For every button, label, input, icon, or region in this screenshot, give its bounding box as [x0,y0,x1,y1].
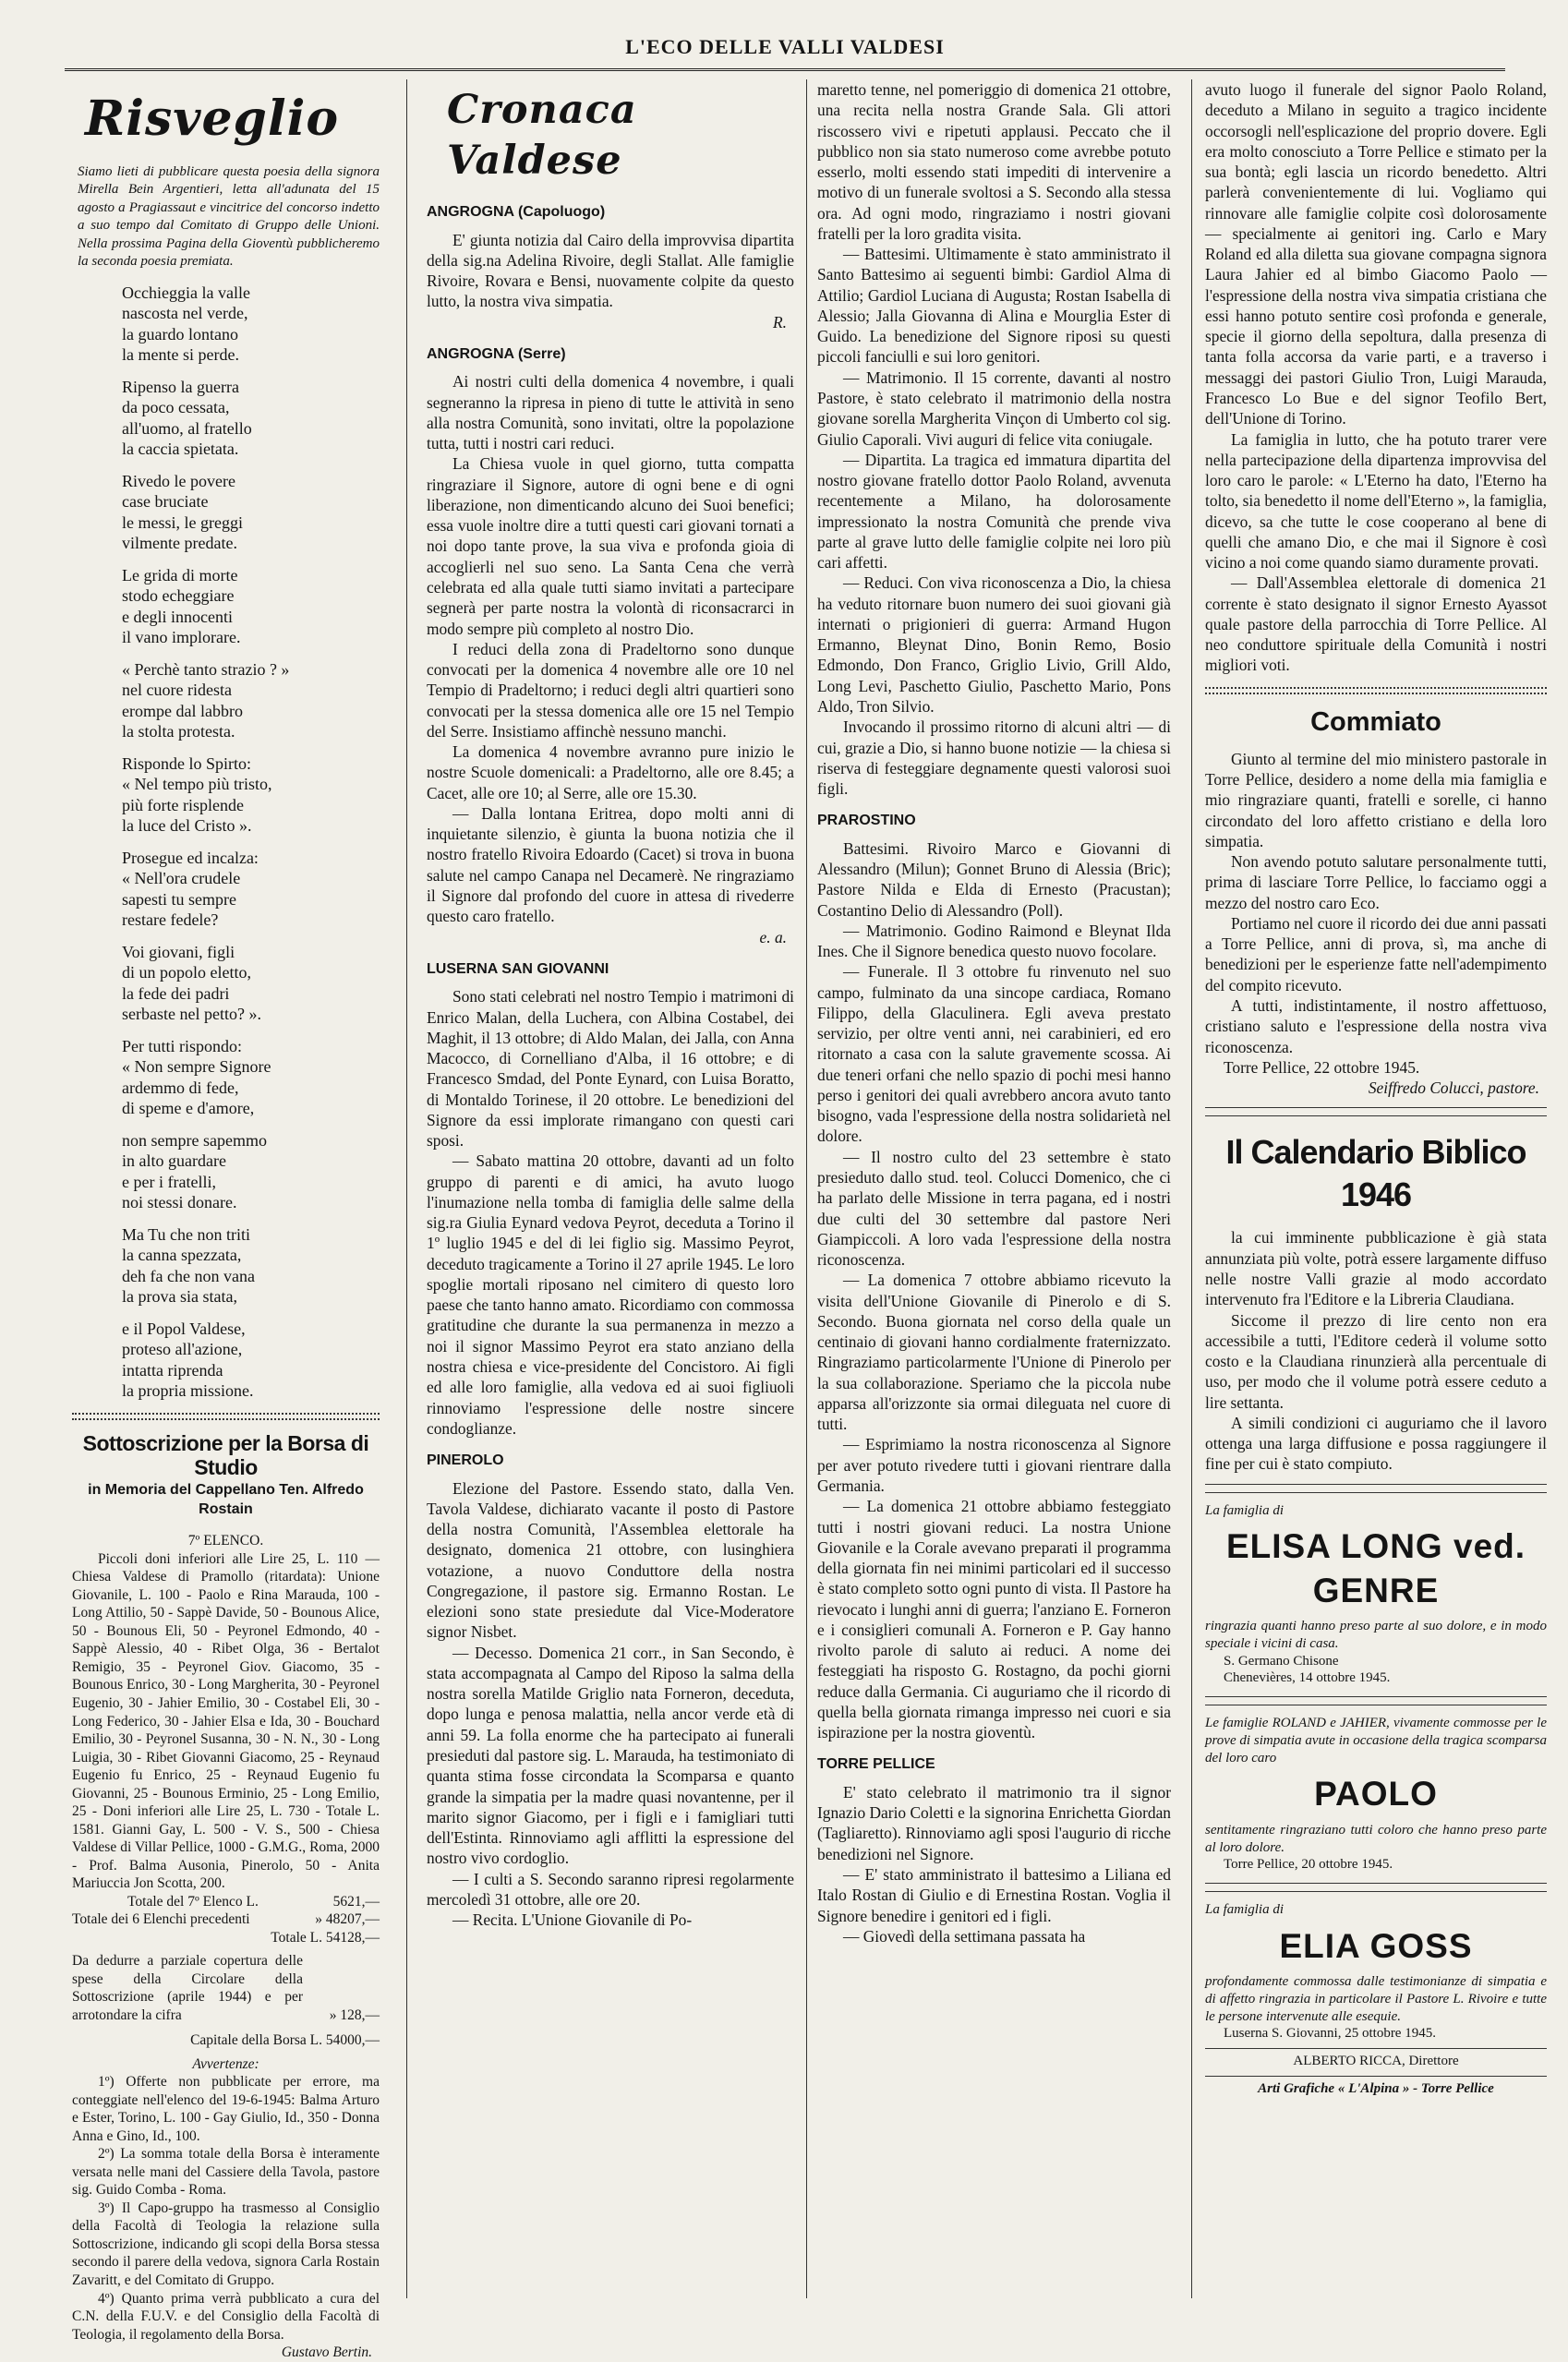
notice-pre: La famiglia di [1205,1902,1285,1917]
column-rule [806,79,807,2298]
article-signature: e. a. [759,927,787,946]
commiato-text: Giunto al termine del mio ministero pastorale in Torre Pellice, desidero a nome della mia famiglia e mio ringraziare quanti, fratelli e sorelle, ci hanno circondato del loro affetto cristiano e della loro simpatia. [1205,749,1547,850]
poem-line: da poco cessata, [122,398,230,417]
masthead: L'ECO DELLE VALLI VALDESI [65,35,1505,71]
poem-line: Risponde lo Spirto: [122,753,252,773]
column-4 [1205,79,1547,2302]
total-row [72,1929,380,1947]
article-text: La Chiesa vuole in quel giorno, tutta compatta ringraziare il Signore, autore di ogni bene e di ogni liberazione, non dimenticando alcuno dei Suoi benefici; essa vuole inoltre dire a tutti questi cari giovani tornati a noi dopo tante prove, la sua viva e profonda gioia di accoglierli nel suo seno. La Santa Cena che verrà celebrata ed alla quale tutti siamo invitati a partecipare segnerà per parte nostra la volontà di riconsacrarci in modo sempre più completo al nostro Dio. [427,454,794,638]
article-text: — Dalla lontana Eritrea, dopo molti anni di inquietante silenzio, è giunta la buona notizia che il nostro fratello Rivoira Edoardo (Cacet) si trova in buona salute nel campo Canapa nel Decamerè. Ne ringraziamo il Signore dal profondo del cuore in attesa di rivederre questo caro fratello. [427,803,794,926]
notice-text: profondamente commossa dalle testimonianze di simpatia e di affetto ringrazia in particolare il Pastore L. Rivoire e tutte le persone intervenute alle esequie. [1205,1974,1547,2024]
article-text: — Il nostro culto del 23 settembre è stato presieduto dallo stud. teol. Colucci Domenico, che ci ha parlato delle Missione in terra pagana, ed i nostri due culti del 30 settembre dal pastore Neri Giampiccoli. A loro vada l'espressione della nostra riconoscenza. [817,1147,1171,1270]
donor-list: Piccoli doni inferiori alle Lire 25, L. 110 — Chiesa Valdese di Pramollo (ritardata): Unione Giovanile, L. 100 - Paolo e Rina Marauda, 100 - Long Attilio, 50 - Sappè Davide, 50 - Bounous Alice, 50 - Bounous Eli, 50 - Peyronel Edmondo, 40 - Sappè Alessio, 40 - Ribet Olga, 36 - Bertalot Remigio, 35 - Peyronel Giov. Giacomo, 35 - Bounous Enrico, 30 - Long Margherita, 30 - Peyronel Eugenio, 30 - Jahier Emilio, 30 - Costabel Eli, 30 - Long Federico, 30 - Jahier Elsa e Ida, 30 - Bouchard Emilio, 30 - Peyronel Susanna, 30 - N. N., 30 - Long Luigia, 30 - Ribet Giovanni Giacomo, 25 - Reynaud Eugenio fu Enrico, 25 - Reynaud Eugenio fu Giovanni, 25 - Bounous Erminio, 25 - Long Emilio, 25 - Doni inferiori alle Lire 25, L. 730 - Totale L. 1581. Gianni Gay, L. 500 - V. S., 500 - Chiesa Valdese di Villar Pellice, 1000 - G.M.G., Roma, 2000 - Prof. Balma Ausonia, Pinerolo, 50 - Anita Mariuccia Jon Scotta, 200. [72,1550,380,1892]
separator [1205,1883,1547,1892]
avvertenza-2: 2º) La somma totale della Borsa è interamente versata nelle mani del Cassiere della Tavola, pastore sig. Guido Comba - Roma. [72,2146,380,2199]
poem-line: serbaste nel petto? ». [122,1005,261,1024]
article-text: — E' stato amministrato il battesimo a Liliana ed Italo Rostan di Giulio e di Ernestina Rostan. Voglia il Signore benedire i genitori ed i figli. [817,1864,1171,1925]
poem-line: di speme e d'amore, [122,1099,255,1118]
notice-place: Luserna S. Giovanni, 25 ottobre 1945. [1224,2026,1436,2042]
article-text: I reduci della zona di Pradeltorno sono dunque convocati per la domenica 4 novembre alle ore 10 nel Tempio di Pradeltorno; i reduci degli altri quartieri sono convocati per la stessa domenica alle ore 15 nel Tempio del Serre. Insistiamo affinchè nessuno manchi. [427,639,794,741]
notice-place: Chenevières, 14 ottobre 1945. [1224,1670,1391,1686]
poem-stanza [122,942,380,1025]
separator [72,1413,380,1420]
calendar-text: Siccome il prezzo di lire cento non era accessibile a tutti, l'Editore cederà il volume sotto costo e la Claudiana rinunzierà alla percentuale di uso, per modo che il volume potrà essere ceduto a lire settanta. [1205,1310,1547,1412]
locality-heading: LUSERNA SAN GIOVANNI [427,960,609,977]
capital-label: Capitale della Borsa L. [190,2032,322,2049]
poem-stanza [122,283,380,366]
elenco-label: 7º ELENCO. [187,1533,264,1549]
poem-line: la mente si perde. [122,345,239,365]
poem-stanza [122,1130,380,1213]
subscription-title: Sottoscrizione per la Borsa di Studio [82,1430,369,1479]
total-prev-row [72,1910,380,1929]
article-text: Invocando il prossimo ritorno di alcuni altri — di cui, grazie a Dio, si hanno buone notizie — la chiesa si riserva di festeggiare degnamente questi valorosi suoi figli. [817,717,1171,799]
total-elenco-value: 5621,— [332,1893,380,1910]
section-title: Cronaca Valdese [447,87,637,185]
article-text: E' stato celebrato il matrimonio tra il signor Ignazio Dario Coletti e la signorina Enrichetta Giordan (Tagliaretto). Rinnoviamo agli sposi l'augurio di ricche benedizioni nel Signore. [817,1782,1171,1863]
article-text: Sono stati celebrati nel nostro Tempio i matrimoni di Enrico Malan, della Luchera, con Albina Costabel, dei Maghit, il 13 ottobre; di Aldo Malan, dei Jalla, con Anna Macocco, di Cornelliano d'Alba, il 16 ottobre; e di Francesco Smdad, del Ponte Eynard, con Luisa Boratto, di Montaldo Torinese, il 20 ottobre. Le benedizioni del Signore da essi implorate rimangano con questi cari sposi. [427,987,794,1151]
article-text: La domenica 4 novembre avranno pure inizio le nostre Scuole domenicali: a Pradeltorno, alle ore 8.45; a Cacet, alle ore 10; al Serre, alle ore 15.30. [427,742,794,802]
poem-line: Ripenso la guerra [122,377,239,396]
poem-line: la guardo lontano [122,324,238,343]
article-text: — Matrimonio. Il 15 corrente, davanti al nostro Pastore, è stato celebrato il matrimonio della nostra giovane sorella Margherita Vinçon di Umberto col sig. Giulio Caporali. Vivi auguri di felice vita coniugale. [817,368,1171,449]
article-text: — Matrimonio. Godino Raimond e Bleynat Ilda Ines. Che il Signore benedica questo nuovo focolare. [817,921,1171,961]
poem-line: erompe dal labbro [122,701,243,720]
separator [1205,1107,1547,1116]
avvertenza-1: 1º) Offerte non pubblicate per errore, ma conteggiate nell'elenco del 19-6-1945: Balma Arturo e Ester, Torino, L. 100 - Gay Giulio, Id., 350 - Donna Anna e Gino, Id., 100. [72,2074,380,2144]
total-elenco-row [72,1893,380,1911]
poem-stanza [122,659,380,742]
deduct-text: Da dedurre a parziale copertura delle spese della Circolare della Sottoscrizione (aprile 1944) e per arrotondare la cifra [72,1953,303,2023]
notice-text: sentitamente ringraziano tutti coloro che hanno preso parte al loro dolore. [1205,1822,1547,1855]
poem-stanza [122,377,380,460]
commiato-signature: Seiffredo Colucci, pastore. [1368,1079,1539,1098]
poem-line: la prova sia stata, [122,1287,237,1307]
capital-row [72,2031,380,2050]
article-text: — Giovedì della settimana passata ha [843,1926,1086,1946]
separator [1205,1484,1547,1493]
poem-line: Ma Tu che non triti [122,1224,251,1244]
poem-line: la fede dei padri [122,983,230,1003]
poem-line: restare fedele? [122,910,219,930]
notice-name: ELIA GOSS [1279,1926,1473,1965]
locality-heading: TORRE PELLICE [817,1756,935,1773]
poem-line: più forte risplende [122,795,244,814]
poem-line: noi stessi donare. [122,1193,237,1212]
poem-line: Prosegue ed incalza: [122,848,259,867]
column-rule [406,79,407,2298]
poem-stanza [122,1036,380,1119]
poem-line: ardemmo di fede, [122,1078,239,1097]
article-text: Elezione del Pastore. Essendo stato, dalla Ven. Tavola Valdese, dichiarato vacante il posto di Pastore della nostra Comunità, l'Assemblea elettorale ha designato, domenica 21 ottobre, con lusinghiera votazione, a nuovo Conduttore della nostra Congregazione, il pastore sig. Ermanno Rostan. Le elezioni sono state presiedute dal Vice-Moderatore signor Nisbet. [427,1478,794,1642]
article-signature: R. [773,312,787,331]
poem-line: nascosta nel verde, [122,304,248,323]
poem-title: Risveglio [85,90,340,147]
notice-place: Torre Pellice, 20 ottobre 1945. [1224,1857,1393,1873]
printer-line: Arti Grafiche « L'Alpina » - Torre Pellice [1205,2076,1547,2098]
director-line: ALBERTO RICCA, Direttore [1205,2048,1547,2070]
article-text: maretto tenne, nel pomeriggio di domenica 21 ottobre, una recita nella nostra Grande Sala. Gli attori riscossero vivi e ripetuti applausi. Peccato che il pubblico non sia stato numeroso come avrebbe potuto esserlo, molti essendo stati impediti di intervenire a motivo di un funerale svoltosi a S. Secondo alla stessa ora. Ad ogni modo, ringraziamo i nostri giovani fratelli per la loro gradita visita. [817,80,1171,243]
poem-line: stodo echeggiare [122,586,235,606]
poem-line: deh fa che non vana [122,1266,255,1285]
poem-line: vilmente predate. [122,534,237,553]
calendar-title: Il Calendario Biblico 1946 [1225,1133,1526,1214]
article-text: — Funerale. Il 3 ottobre fu rinvenuto nel suo campo, fulminato da una sincope cardiaca, Romano Filippo, della Glaculinera. Egli aveva prestato servizio, per oltre venti anni, nei carabinieri, ed ero ritornato a casa con la salute gravemente scossa. Ai due teneri orfani che nello spazio di pochi mesi hanno perso i genitori dei quali avrebbero ancora avuto tanto bisogno, vada l'espressione della nostra solidarietà nel dolore. [817,962,1171,1146]
article-text: E' giunta notizia dal Cairo della improvvisa dipartita della sig.na Adelina Rivoire, degli Stallat. Alle famiglie Rivoire, Rovara e Bensi, nuovamente colpite da questo lutto, la nostra viva simpatia. [427,230,794,311]
notice-name: PAOLO [1314,1775,1438,1814]
column-rule [1191,79,1192,2298]
column-3 [817,79,1171,2302]
article-text: — Dall'Assemblea elettorale di domenica 21 corrente è stato designato il signor Ernesto Ayassot quale pastore della parrocchia di Torre Pellice. Al neo conduttore spirituale della Comunità i nostri migliori voti. [1205,573,1547,675]
poem-stanza [122,1224,380,1308]
deduct-value: » 128,— [329,2006,380,2023]
calendar-text: A simili condizioni ci auguriamo che il lavoro ottenga una larga diffusione e possa raggiungere il fine per cui è stato compiuto. [1205,1413,1547,1474]
calendar-text: la cui imminente pubblicazione è già stata annunziata più volte, potrà essere largamente diffuso nelle nostre Valli grazie al modo accordato intervenuto fra l'Editore e la Libreria Claudiana. [1205,1228,1547,1309]
poem-line: sapesti tu sempre [122,889,236,909]
commiato-place: Torre Pellice, 22 ottobre 1945. [1224,1057,1420,1077]
poem-line: e degli innocenti [122,607,233,626]
avvertenza-3: 3º) Il Capo-gruppo ha trasmesso al Consiglio della Facoltà di Teologia la relazione sulla Sottoscrizione, indicando gli scopi della Borsa stessa secondo il parere della vedova, signora Carla Rostain Zavaritt, e del Comitato di Gruppo. [72,2199,380,2288]
article-text: — Dipartita. La tragica ed immatura dipartita del nostro giovane fratello dottor Paolo Roland, avvenuta recentemente a Milano, ha dolorosamente impressionato la nostra Comunità che prende viva parte al grave lutto delle famiglie colpite nei loro più cari affetti. [817,450,1171,572]
article-text: La famiglia in lutto, che ha potuto trarer vere nella partecipazione della dipartenza improvvisa del loro caro le parole: « L'Eterno ha dato, l'Eterno ha tolto, sia benedetto il nome dell'Eterno », la famiglia, dicevo, sa che tutte le cose cooperano al bene di quelli che amano Dio, e che mai il Signore è così vicino a noi come quando siamo duramente provati. [1205,429,1547,572]
poem-line: proteso all'azione, [122,1340,243,1359]
avvertenza-4: 4º) Quanto prima verrà pubblicato a cura del C.N. della F.U.V. e del Consiglio della Facoltà di Teologia, il regolamento della Borsa. [72,2290,380,2343]
poem-stanza [122,565,380,648]
locality-heading: PRAROSTINO [817,813,916,829]
total-elenco-label: Totale del 7º Elenco L. [127,1893,259,1910]
poem-line: di un popolo eletto, [122,963,251,982]
article-text: — Recita. L'Unione Giovanile di Po- [452,1910,693,1930]
subscription-subtitle: in Memoria del Cappellano Ten. Alfredo Rostain [88,1482,364,1517]
poem-stanza [122,471,380,554]
column-1 [72,79,380,2361]
poem-line: non sempre sapemmo [122,1130,267,1150]
commiato-text: Non avendo potuto salutare personalmente tutti, prima di lasciare Torre Pellice, lo facciamo oggi a mezzo del nostro caro Eco. [1205,852,1547,912]
article-text: — La domenica 21 ottobre abbiamo festeggiato tutti i nostri giovani reduci. La nostra Unione Giovanile e la Corale avevano preparati il programma della giornata fin nei minimi particolari ed il successo è stato completo sotto ogni punto di vista. Il Pastore ha rievocato i lunghi anni di guerra; l'anziano E. Forneron e i consiglieri comunali A. Forneron e P. Gay hanno rivolto parole di saluto ai reduci. A nome dei festeggiati ha risposto G. Rostagno, da pochi giorni reduce dalla Germania. Ci auguriamo che il ricordo di quella bella giornata rimanga impresso nei cuori e sia ispirazione per la nostra gioventù. [817,1497,1171,1742]
poem-line: la luce del Cristo ». [122,816,252,836]
article-text: — Decesso. Domenica 21 corr., in San Secondo, è stata accompagnata al Campo del Riposo la salma della nostra sorella Matilde Griglio nata Forneron, deceduta, dopo lunga e penosa malattia, nella ancor verde età di anni 59. La folla enorme che ha partecipato ai funerali presieduti dal pastore sig. L. Marauda, ha testimoniato di quanta stima fosse circondata la Scomparsa e quanto grande la simpatia per la madre quasi novantenne, per il marito signor Giacomo, per i figli e i famigliari tutti dell'Estinta. Rinnoviamo agli afflitti la espressione del nostro vivo cordoglio. [427,1643,794,1868]
poem-line: nel cuore ridesta [122,681,232,700]
article-text: Ai nostri culti della domenica 4 novembre, i quali segneranno la ripresa in pieno di tutte le attività in seno alla nostra Comunità, sono invitati, oltre la popolazione tutta, tutti i nostri cari reduci. [427,372,794,453]
avvertenze-title: Avvertenze: [192,2055,259,2072]
poem-line: e il Popol Valdese, [122,1319,246,1338]
poem-line: « Nel tempo più tristo, [122,775,272,794]
poem-line: Per tutti rispondo: [122,1036,242,1055]
poem-line: intatta riprenda [122,1360,223,1380]
total-prev-label: Totale dei 6 Elenchi precedenti [72,1911,250,1928]
poem-line: il vano implorare. [122,628,241,647]
notice-pre: La famiglia di [1205,1502,1285,1518]
article-text: — I culti a S. Secondo saranno ripresi regolarmente mercoledì 31 ottobre, alle ore 20. [427,1869,794,1909]
commiato-text: A tutti, indistintamente, il nostro affettuoso, cristiano saluto e l'espressione della nostra viva riconoscenza. [1205,996,1547,1056]
poem-line: Le grida di morte [122,565,238,584]
article-text: — Sabato mattina 20 ottobre, davanti ad un folto gruppo di parenti e di amici, ha avuto luogo l'inumazione nella tomba di famiglia delle salme della sig.ra Giulia Eynard vedova Peyrot, deceduta a Torino il 1º luglio 1945 e del di lei figlio sig. Massimo Peyrot, deceduto tragicamente a Torino il 27 aprile 1945. Le loro spoglie mortali riposano nel cimitero di questo loro paese che tanto hanno amato. Ricordiamo con commossa gratitudine che durante la sua permanenza in mezzo a noi il signor Massimo Peyrot era stato anziano della nostra chiesa e vice-presidente del Concistoro. Ai figli ed alle loro famiglie, alla vedova ed ai suoi figliuoli rinnoviamo l'espressione delle nostre sincere condoglianze. [427,1151,794,1438]
poem-line: in alto guardare [122,1151,226,1171]
locality-heading: ANGROGNA (Capoluogo) [427,204,606,221]
poem-line: la caccia spietata. [122,440,239,459]
poem [122,283,380,1402]
poem-line: case bruciate [122,492,209,512]
separator [1205,687,1547,694]
poem-stanza [122,753,380,837]
poem-line: la canna spezzata, [122,1246,242,1265]
article-text: — Battesimi. Ultimamente è stato amministrato il Santo Battesimo ai seguenti bimbi: Gardiol Alma di Attilio; Gardiol Luciana di Augusta; Rostan Isabella di Alessio; Jalla Giovanna di Alina e Mourglia Ester di Guido. La benedizione del Signore riposi su questi piccoli fanciulli e sui loro genitori. [817,245,1171,367]
notice-pre: Le famiglie ROLAND e JAHIER, vivamente commosse per le prove di simpatia avute in occasione della tragica scomparsa del loro caro [1205,1716,1547,1765]
article-text: — Esprimiamo la nostra riconoscenza al Signore per aver potuto rivedere tutti i giovani rientrare dalla Germania. [817,1435,1171,1495]
poem-line: « Perchè tanto strazio ? » [122,659,290,679]
deduct-row [72,1952,380,2024]
poem-stanza [122,1319,380,1402]
notice-place: S. Germano Chisone [1224,1653,1339,1669]
poem-line: Voi giovani, figli [122,942,235,961]
total-label: Totale L. [271,1929,322,1946]
capital-value: 54000,— [325,2032,380,2049]
poem-line: Rivedo le povere [122,471,235,490]
article-text: — Reduci. Con viva riconoscenza a Dio, la chiesa ha veduto ritornare buon numero dei suoi giovani già internati o prigionieri di guerra: Armand Hugon Ermanno, Bleynat Dino, Bonin Remo, Bosio Edmondo, Don Franco, Griglio Livio, Grill Aldo, Long Levi, Paschetto Giulio, Paschetto Mario, Pons Aldo, Tron Silvio. [817,573,1171,716]
commiato-text: Portiamo nel cuore il ricordo dei due anni passati a Torre Pellice, anni di prova, sì, ma anche di benedizioni per le esperienze fatte nell'adempimento del compito ricevuto. [1205,913,1547,994]
article-text: — La domenica 7 ottobre abbiamo ricevuto la visita dell'Unione Giovanile di Pinerolo e di S. Secondo. Buona giornata nel corso della quale un centinaio di giovani hanno cordialmente fraternizzato. Ringraziamo particolarmente l'Unione di Pinerolo per la sua collaborazione. Speriamo che la piccola nube apparsa all'orizzonte sia ormai dileguata nel cuore di tutti. [817,1271,1171,1434]
article-text: Battesimi. Rivoiro Marco e Giovanni di Alessandro (Milun); Gonnet Bruno di Alessia (Bric); Pastore Nilda e Elda di Ernesto (Pracustan); Costantino Delio di Alessandro (Poll). [817,838,1171,920]
poem-line: e per i fratelli, [122,1172,216,1191]
separator [1205,1696,1547,1705]
locality-heading: PINEROLO [427,1452,504,1469]
notice-name: ELISA LONG ved. GENRE [1225,1527,1526,1609]
column-2 [427,79,794,2302]
total-value: 54128,— [325,1929,380,1946]
poem-stanza [122,848,380,931]
poem-line: « Non sempre Signore [122,1057,271,1077]
avvertenze-signature: Gustavo Bertin. [281,2344,372,2361]
poem-line: all'uomo, al fratello [122,418,252,438]
poem-line: Occhieggia la valle [122,283,250,302]
notice-text: ringrazia quanti hanno preso parte al suo dolore, e in modo speciale i vicini di casa. [1205,1619,1547,1651]
article-text: avuto luogo il funerale del signor Paolo Roland, deceduto a Milano in seguito a tragico incidente occorsogli nell'esplicazione del proprio dovere. Egli era molto conosciuto a Torre Pellice e stimato per la sua bontà; egli lascia un ricordo benedetto. Altri parlerà convenientemente di lui. Vogliamo qui rinnovare alle famiglie colpite così dolorosamente — specialmente ai genitori ing. Carlo e Mary Roland ed alla diletta sua giovane compagna signora Laura Jahier ed al bimbo Giacomo Paolo — l'espressione della nostra viva simpatia cristiana che essi hanno potuto sentire così profonda e generale, specie il giorno della sepoltura, dalla presenza di tanta folla accorsa da varie parti, e a traverso i messaggi dei pastori Giulio Tron, Luigi Marauda, Francesco Lo Bue e del signor Teofilo Bert, dell'Unione di Torino. [1205,80,1547,428]
poem-line: « Nell'ora crudele [122,869,241,888]
poem-line: la stolta protesta. [122,722,235,741]
commiato-title: Commiato [1310,706,1441,737]
locality-heading: ANGROGNA (Serre) [427,345,566,362]
total-prev-value: » 48207,— [315,1911,380,1928]
poem-line: la propria missione. [122,1381,254,1401]
poem-line: le messi, le greggi [122,512,243,532]
poem-intro: Siamo lieti di pubblicare questa poesia della signora Mirella Bein Argentieri, letta all'adunata del 15 agosto a Pragiassaut e vincitrice del concorso indetto a suo tempo dal Comitato di Gruppo delle Unioni. Nella prossima Pagina della Gioventù pubblicheremo la seconda poesia premiata. [78,163,380,270]
